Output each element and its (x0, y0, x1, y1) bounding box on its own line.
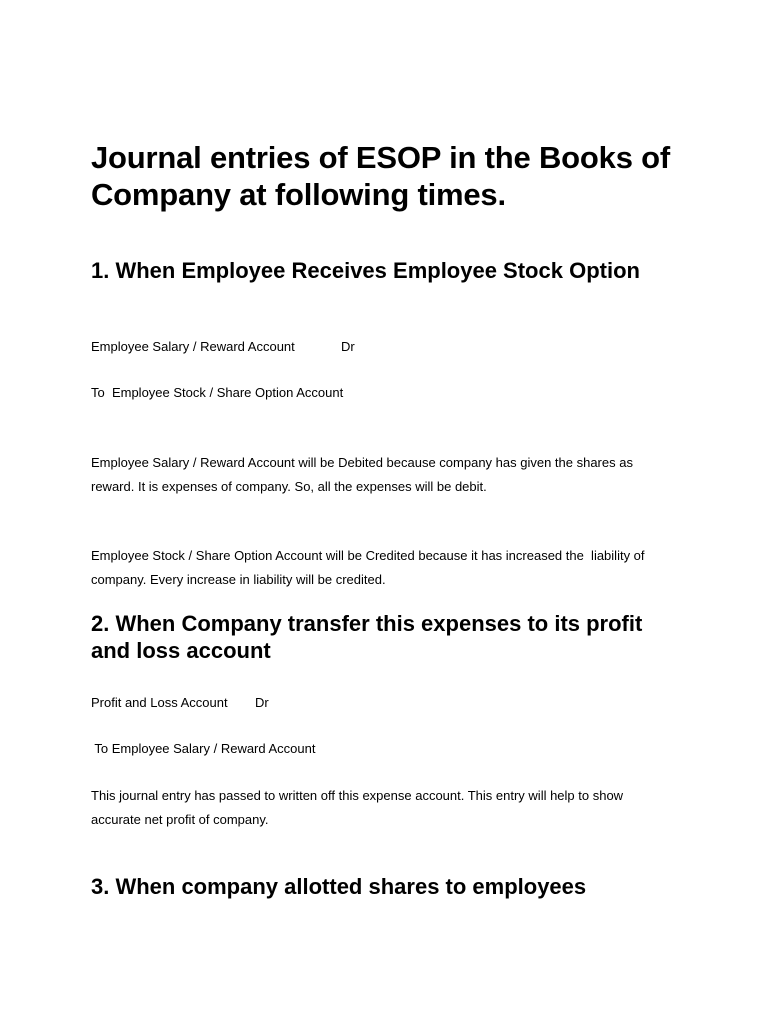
section-2-debit-mark: Dr (255, 695, 269, 710)
section-2-debit-entry: Profit and Loss Account (91, 695, 228, 710)
section-2-heading-line-1: 2. When Company transfer this expenses to its profit (91, 611, 643, 636)
section-1-explanation-2-line-2: company. Every increase in liability will be credited. (91, 572, 386, 587)
section-1-heading: 1. When Employee Receives Employee Stock Option (91, 258, 640, 283)
section-2-credit-entry: To Employee Salary / Reward Account (91, 741, 316, 756)
section-2-heading-line-2: and loss account (91, 638, 271, 663)
section-1-explanation-2-line-1: Employee Stock / Share Option Account will be Credited because it has increased the liability of (91, 548, 645, 563)
section-2-explanation-line-1: This journal entry has passed to written off this expense account. This entry will help to show (91, 788, 624, 803)
section-1-explanation-1-line-2: reward. It is expenses of company. So, all the expenses will be debit. (91, 479, 487, 494)
section-1-credit-entry: To Employee Stock / Share Option Account (91, 385, 344, 400)
section-1-debit-mark: Dr (341, 339, 355, 354)
section-2-explanation-line-2: accurate net profit of company. (91, 812, 269, 827)
document-title-line-2: Company at following times. (91, 177, 506, 212)
section-1-explanation-1-line-1: Employee Salary / Reward Account will be Debited because company has given the shares as (91, 455, 633, 470)
section-3-heading: 3. When company allotted shares to employees (91, 874, 587, 899)
section-1-debit-entry: Employee Salary / Reward Account (91, 339, 295, 354)
document-title-line-1: Journal entries of ESOP in the Books of (91, 140, 671, 175)
